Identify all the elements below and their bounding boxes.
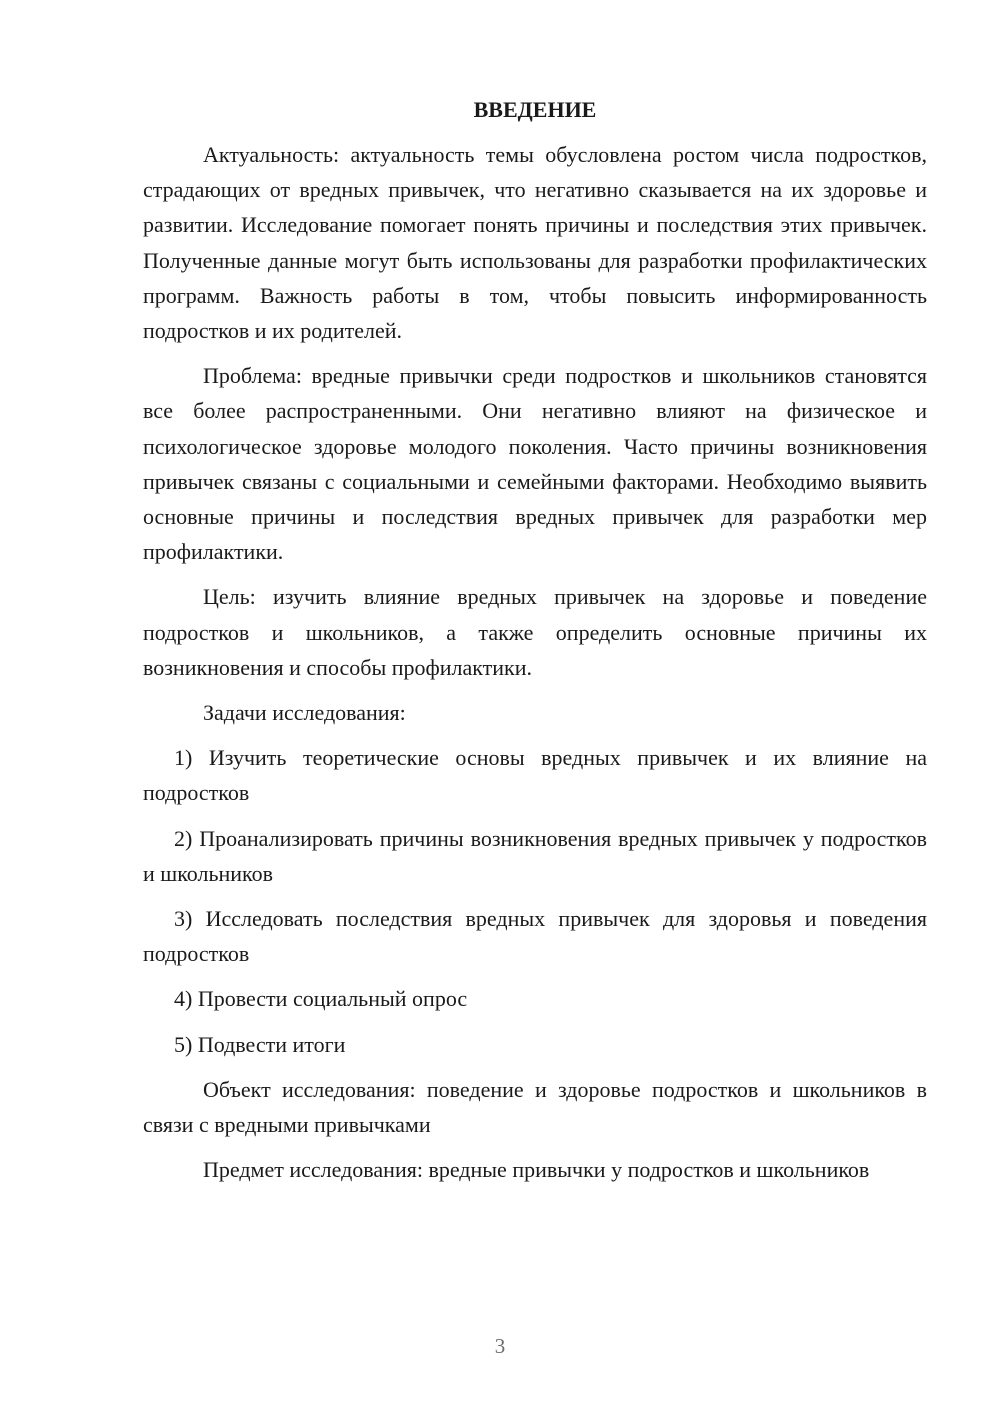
document-page xyxy=(143,92,927,1187)
page-number: 3 xyxy=(494,1334,506,1358)
paragraph-object: Объект исследования: поведение и здоровье подростков и школьников в связи с вредными привычками xyxy=(143,1076,927,1138)
list-item-task-3: 3) Исследовать последствия вредных привычек для здоровья и поведения подростков xyxy=(143,906,927,967)
list-item-task-1: 1) Изучить теоретические основы вредных привычек и их влияние на подростков xyxy=(143,745,927,806)
paragraph-goal: Цель: изучить влияние вредных привычек на здоровье и поведение подростков и школьников, а также определить основные причины их возникновения и способы профилактики. xyxy=(143,584,927,680)
list-item-task-4: 4) Провести социальный опрос xyxy=(174,986,468,1012)
list-item-task-2: 2) Проанализировать причины возникновения вредных привычек у подростков и школьников xyxy=(143,825,927,886)
paragraph-subject: Предмет исследования: вредные привычки у подростков и школьников xyxy=(203,1157,870,1183)
list-item-task-5: 5) Подвести итоги xyxy=(174,1031,346,1057)
paragraph-relevance: Актуальность: актуальность темы обусловлена ростом числа подростков, страдающих от вредных привычек, что негативно сказывается на их здоровье и развитии. Исследование помогает понять причины и последствия этих привычек. Полученные данные могут быть использованы для разработки профилактических программ. Важность работы в том, чтобы повысить информированность подростков и их родителей. xyxy=(143,142,927,344)
paragraph-problem: Проблема: вредные привычки среди подростков и школьников становятся все более распространенными. Они негативно влияют на физическое и психологическое здоровье молодого поколения. Часто причины возникновения привычек связаны с социальными и семейными факторами. Необходимо выявить основные причины и последствия вредных привычек для разработки мер профилактики. xyxy=(143,363,927,565)
page-title: ВВЕДЕНИЕ xyxy=(473,97,597,122)
tasks-heading: Задачи исследования: xyxy=(203,700,406,726)
